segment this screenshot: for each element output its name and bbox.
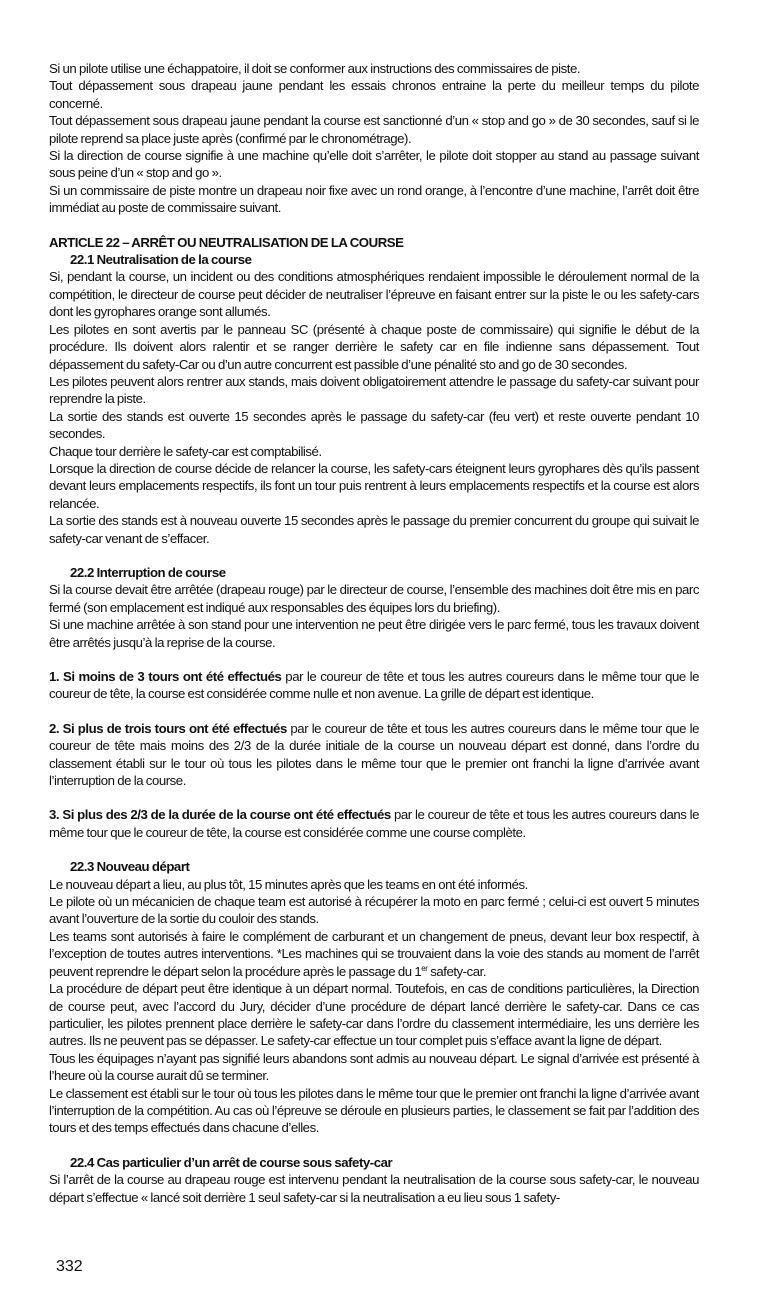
case-1-text: par le coureur de tête et tous les autres coureurs dans le même tour que le coureur de tête, la course est considérée comme nulle et non avenue. La grille de départ est identique. [49,669,699,702]
section-22-1-paragraph: Les pilotes peuvent alors rentrer aux stands, mais doivent obligatoirement attendre le passage du safety-car suivant pour reprendre la piste. [49,373,699,407]
section-22-3-paragraph: Tous les équipages n’ayant pas signifié leurs abandons sont admis au nouveau départ. Le signal d’arrivée est présenté à l’heure où la course aurait dû se terminer. [49,1050,699,1084]
section-22-3-heading: 22.3 Nouveau départ [70,859,190,875]
intro-paragraph: Si un pilote utilise une échappatoire, il doit se conformer aux instructions des commissaires de piste. [49,61,581,76]
case-2-lead: 2. Si plus de trois tours ont été effectués [49,720,287,736]
case-2-paragraph [49,720,699,790]
section-22-4-heading: 22.4 Cas particulier d’un arrêt de course sous safety-car [70,1154,393,1170]
section-22-1-heading: 22.1 Neutralisation de la course [70,252,252,268]
case-1-paragraph [49,668,699,703]
section-22-4-paragraph: Si l’arrêt de la course au drapeau rouge est intervenu pendant la neutralisation de la course sous safety-car, le nouveau départ s’effectue « lancé soit derrière 1 seul safety-car si la neutralisation a eu lieu sous 1 safety- [49,1172,699,1205]
section-22-3-paragraph: Le nouveau départ a lieu, au plus tôt, 15 minutes après que les teams en ont été informés. [49,876,528,892]
case-2-text: par le coureur de tête et tous les autres coureurs dans le même tour que le coureur de tête mais moins des 2/3 de la durée initiale de la course un nouveau départ est donné, dans l’ordre du classement établi sur le tour où tous les pilotes dans le même tour que le premier ont franchi la ligne d’arrivée avant l’interruption de la course. [49,720,700,789]
intro-paragraph: Tout dépassement sous drapeau jaune pendant les essais chronos entraine la perte du meilleur temps du pilote concerné. [49,78,699,111]
section-22-1-paragraph: Si, pendant la course, un incident ou des conditions atmosphériques rendaient impossible le déroulement normal de la compétition, le directeur de course peut décider de neutraliser l’épreuve en faisant entrer sur la piste le ou les safety-cars dont les gyrophares orange sont allumés. [49,269,699,320]
section-22-2-paragraph: Si la course devait être arrêtée (drapeau rouge) par le directeur de course, l’ensemble des machines doit être mis en parc fermé (son emplacement est indiqué aux responsables des équipes lors du briefing). [49,582,699,615]
section-22-2-paragraph: Si une machine arrêtée à son stand pour une intervention ne peut être dirigée vers le parc fermé, tous les travaux doivent être arrêtés jusqu’à la reprise de la course. [49,617,699,650]
case-1-lead: 1. Si moins de 3 tours ont été effectués [49,669,282,684]
intro-paragraph: Si un commissaire de piste montre un drapeau noir fixe avec un rond orange, à l’encontre d’une machine, l’arrêt doit être immédiat au poste de commissaire suivant. [49,182,699,216]
section-22-1-paragraph: Les pilotes en sont avertis par le panneau SC (présenté à chaque poste de commissaire) qui signifie le début de la procédure. Ils doivent alors ralentir et se ranger derrière le safety car en file indienne sans dépassement. Tout dépassement du safety-Car ou d’un autre concurrent est passible d’une pénalité sto and go de 30 secondes. [49,321,699,372]
section-22-3-paragraph: Le pilote où un mécanicien de chaque team est autorisé à récupérer la moto en parc fermé ; celui-ci est ouvert 5 minutes avant l’ouverture de la sortie du couloir des stands. [49,894,699,927]
case-3-text: par le coureur de tête et tous les autres coureurs dans le même tour que le coureur de tête, la course est considérée comme une course complète. [49,807,699,840]
section-22-3-paragraph: Le classement est établi sur le tour où tous les pilotes dans le même tour que le premier ont franchi la ligne d’arrivée avant l’interruption de la compétition. Au cas où l’épreuve se déroule en plusieurs parties, le classement se fait par l’addition des tours et des temps effectués dans chacune d’elles. [49,1085,699,1136]
intro-paragraph: Tout dépassement sous drapeau jaune pendant la course est sanctionné d’un « stop and go » de 30 secondes, sauf si le pilote reprend sa place juste après (confirmé par le chronométrage). [49,113,699,146]
article-22-heading: ARTICLE 22 – ARRÊT OU NEUTRALISATION DE LA COURSE [49,234,404,250]
section-22-3-paragraph: La procédure de départ peut être identique à un départ normal. Toutefois, en cas de conditions particulières, la Direction de course peut, avec l’accord du Jury, décider d’une procédure de départ lancé derrière le safety-car. Dans ce cas particulier, les pilotes prennent place derrière le safety-car dans l’ordre du classement intermédiaire, les uns derrière les autres. Ils ne peuvent pas se dépasser. Le safety-car effectue un tour complet puis s’efface avant la ligne de départ. [49,981,699,1049]
section-22-3-paragraph [49,928,699,980]
section-22-1-paragraph: La sortie des stands est à nouveau ouverte 15 secondes après le passage du premier concurrent du groupe qui suivait le safety-car venant de s’effacer. [49,513,699,546]
ordinal-superscript: er [421,963,428,973]
paragraph-text: Les teams sont autorisés à faire le complément de carburant et un changement de pneus, devant leur box respectif, à l’exception de toutes autres interventions. *Les machines qui se trouvaient dans la voie des stands au moment de l’arrêt peuvent reprendre le départ selon la procédure après le passage du 1 [49,928,699,979]
paragraph-text: safety-car. [427,963,487,979]
section-22-1-paragraph: La sortie des stands est ouverte 15 secondes après le passage du safety-car (feu vert) et reste ouverte pendant 10 secondes. [49,408,699,442]
case-3-paragraph [49,806,699,841]
case-3-lead: 3. Si plus des 2/3 de la durée de la course ont été effectués [49,807,391,823]
intro-paragraph: Si la direction de course signifie à une machine qu’elle doit s’arrêter, le pilote doit stopper au stand au passage suivant sous peine d’un « stop and go ». [49,148,699,181]
section-22-1-paragraph: Chaque tour derrière le safety-car est comptabilisé. [49,443,322,459]
section-22-1-paragraph: Lorsque la direction de course décide de relancer la course, les safety-cars éteignent leurs gyrophares dès qu’ils passent devant leurs emplacements respectifs, ils font un tour puis rentrent à leurs emplacements respectifs et la course est alors relancée. [49,460,699,511]
document-page [49,60,699,1206]
section-22-2-heading: 22.2 Interruption de course [70,564,226,580]
page-number: 332 [56,1258,83,1275]
